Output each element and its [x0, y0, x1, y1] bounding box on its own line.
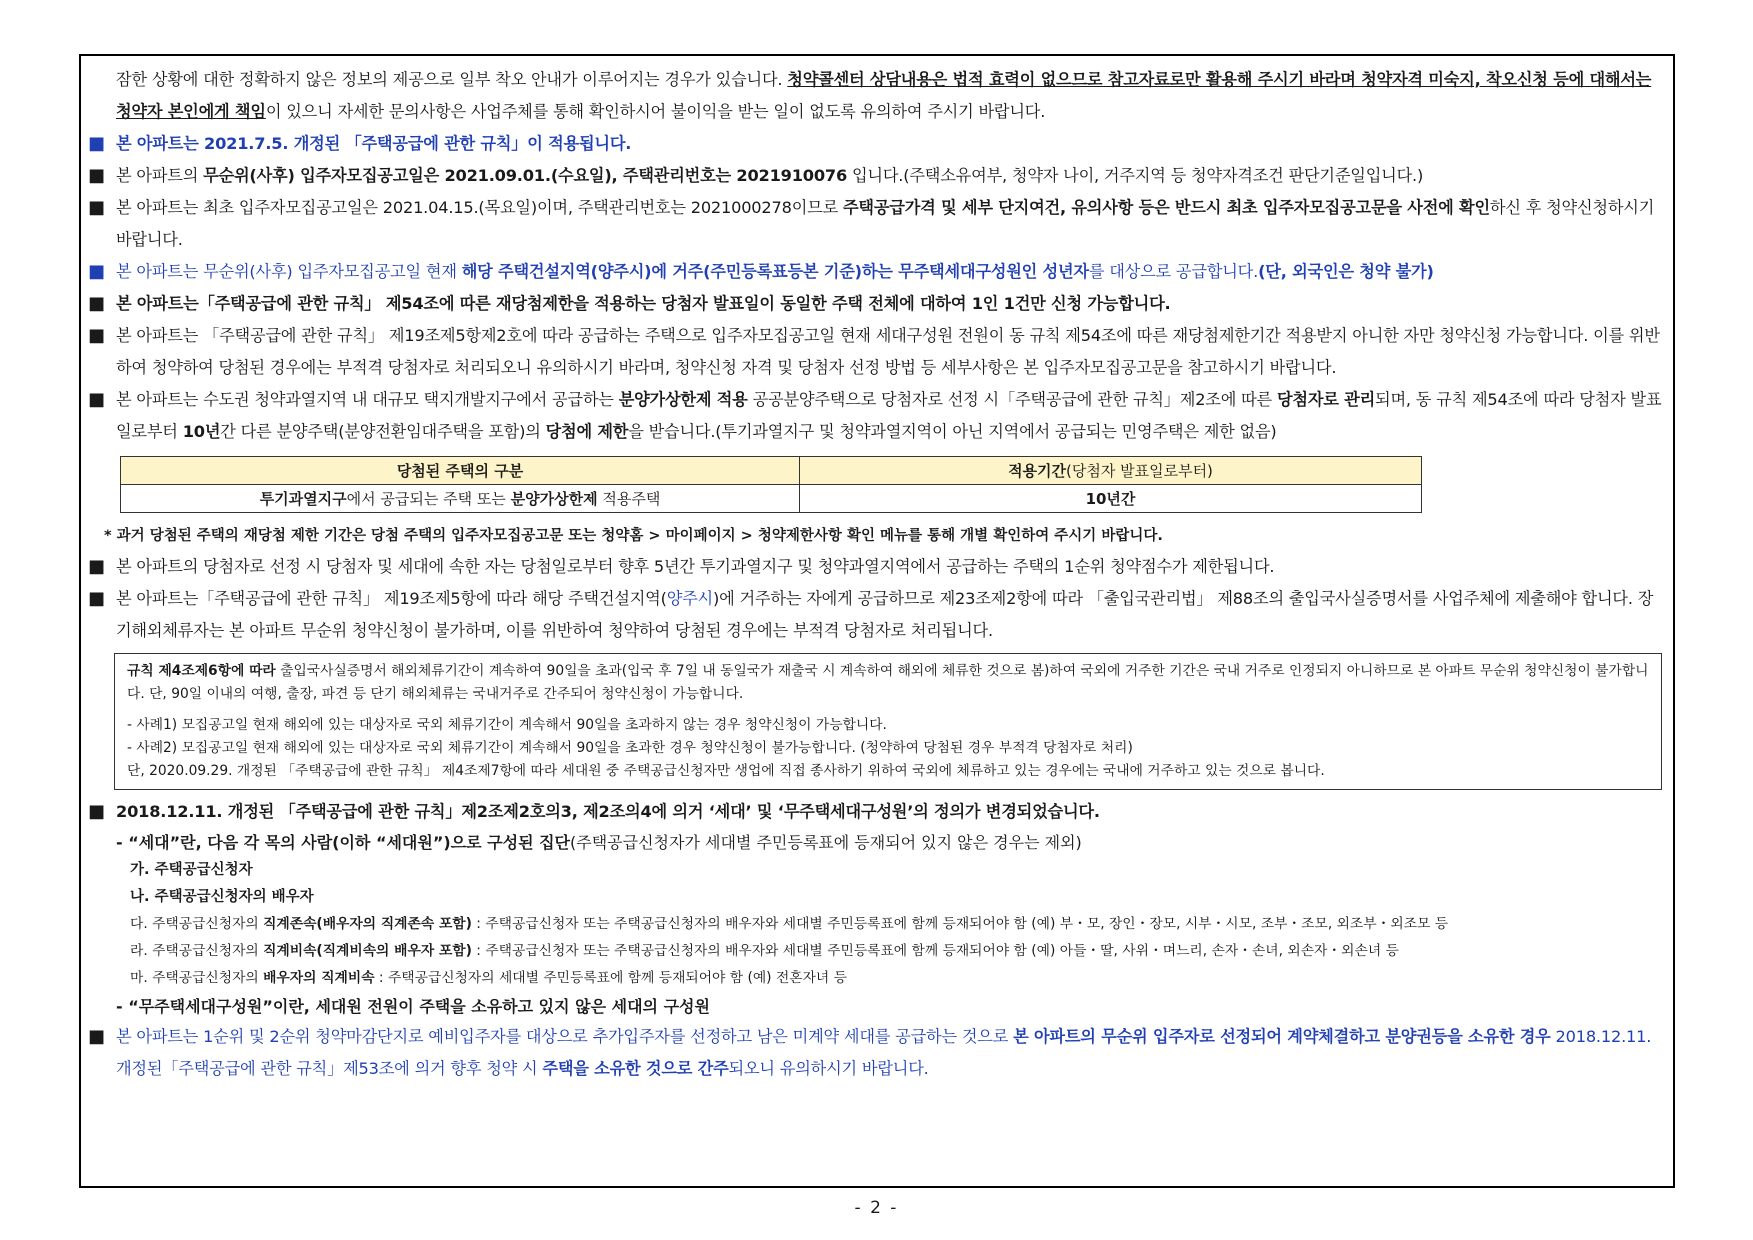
bullet-icon: ■: [88, 556, 105, 577]
bullet-icon: ■: [88, 261, 105, 282]
bullet-icon: ■: [88, 325, 105, 346]
paragraph-score-restriction: ■ 본 아파트의 당첨자로 선정 시 당첨자 및 세대에 속한 자는 당첨일로부터 향후 5년간 투기과열지구 및 청약과열지역에서 공급하는 주택의 1순위 청약점수가 제한됩니다.: [88, 551, 1668, 583]
list-item-spouse-descendants: 마. 주택공급신청자의 배우자의 직계비속 : 주택공급신청자의 세대별 주민등록표에 함께 등재되어야 함 (예) 전혼자녀 등: [130, 970, 847, 986]
document-body: [88, 64, 1668, 1085]
list-item-descendants: 라. 주택공급신청자의 직계비속(직계비속의 배우자 포함) : 주택공급신청자 또는 주택공급신청자의 배우자와 세대별 주민등록표에 함께 등재되어야 함 (예) 아들・딸, 사위・며느리, 손자・손녀, 외손자・외손녀 등: [130, 943, 1399, 959]
list-item-ascendants: 다. 주택공급신청자의 직계존속(배우자의 직계존속 포함) : 주택공급신청자 또는 주택공급신청자의 배우자와 세대별 주민등록표에 함께 등재되어야 함 (예) 부・모, 장인・장모, 시부・시모, 조부・조모, 외조부・외조모 등: [130, 916, 1449, 932]
paragraph-consultation: 잠한 상황에 대한 정확하지 않은 정보의 제공으로 일부 착오 안내가 이루어지는 경우가 있습니다. 청약콜센터 상담내용은 법적 효력이 없으므로 참고자료로만 활용해 주시기 바라며 청약자격 미숙지, 착오신청 등에 대해서는 청약자 본인에게 책임이 있으니 자세한 문의사항은 사업주체를 통해 확인하시어 불이익을 받는 일이 없도록 유의하여 주시기 바랍니다.: [116, 70, 1652, 121]
bullet-icon: ■: [88, 801, 105, 822]
box-case-2: - 사례2) 모집공고일 현재 해외에 있는 대상자로 국외 체류기간이 계속해서 90일을 초과한 경우 청약신청이 불가능합니다. (청약하여 당첨된 경우 부적격 당첨자로 처리): [127, 740, 1133, 756]
list-item-spouse: 나. 주택공급신청자의 배우자: [130, 889, 314, 905]
overseas-stay-box: [114, 653, 1662, 790]
box-exception: 단, 2020.09.29. 개정된 「주택공급에 관한 규칙」 제4조제7항에 따라 세대원 중 주택공급신청자만 생업에 직접 종사하기 위하여 국외에 체류하고 있는 경우에는 국내에 거주하고 있는 것으로 봅니다.: [127, 763, 1325, 779]
table-header-row: [121, 457, 1422, 485]
bullet-icon: ■: [88, 293, 105, 314]
box-case-1: - 사례1) 모집공고일 현재 해외에 있는 대상자로 국외 체류기간이 계속해서 90일을 초과하지 않는 경우 청약신청이 가능합니다.: [127, 717, 887, 733]
table-header-type: 당첨된 주택의 구분: [121, 457, 800, 485]
bullet-icon: ■: [88, 165, 105, 186]
bullet-icon: ■: [88, 1026, 105, 1047]
page-number: - 2 -: [854, 1198, 899, 1218]
table-header-period: 적용기간(당첨자 발표일로부터): [800, 457, 1422, 485]
paragraph-immigration-certificate: ■ 본 아파트는「주택공급에 관한 규칙」 제19조제5항에 따라 해당 주택건설지역(양주시)에 거주하는 자에게 공급하므로 제23조제2항에 따라 「출입국관리법」 제88조의 출입국사실증명서를 사업주체에 제출해야 합니다. 장기해외체류자는 본 아파트 무순위 청약신청이 불가하며, 이를 위반하여 청약하여 당첨된 경우에는 부적격 당첨자로 처리됩니다.: [88, 583, 1668, 647]
definition-household: - “세대”란, 다음 각 목의 사람(이하 “세대원”)으로 구성된 집단(주택공급신청자가 세대별 주민등록표에 등재되어 있지 않은 경우는 제외): [116, 833, 1082, 852]
restriction-period-table: [120, 456, 1422, 513]
bullet-icon: ■: [88, 197, 105, 218]
paragraph-eligibility: ■ 본 아파트는 무순위(사후) 입주자모집공고일 현재 해당 주택건설지역(양주시)에 거주(주민등록표등본 기준)하는 무주택세대구성원인 성년자를 대상으로 공급합니다.(단, 외국인은 청약 불가): [88, 256, 1668, 288]
paragraph-rule-applied: ■ 본 아파트는 2021.7.5. 개정된 「주택공급에 관한 규칙」이 적용됩니다.: [88, 128, 1668, 160]
bullet-icon: ■: [88, 133, 105, 154]
note-past-wins: * 과거 당첨된 주택의 재당첨 제한 기간은 당첨 주택의 입주자모집공고문 또는 청약홈 > 마이페이지 > 청약제한사항 확인 메뉴를 통해 개별 확인하여 주시기 바랍니다.: [104, 528, 1163, 544]
paragraph-one-application: ■ 본 아파트는「주택공급에 관한 규칙」 제54조에 따른 재당첨제한을 적용하는 당첨자 발표일이 동일한 주택 전체에 대하여 1인 1건만 신청 가능합니다.: [88, 288, 1668, 320]
paragraph-notice-date: ■ 본 아파트의 무순위(사후) 입주자모집공고일은 2021.09.01.(수요일), 주택관리번호는 2021910076 입니다.(주택소유여부, 청약자 나이, 거주지역 등 청약자격조건 판단기준일입니다.): [88, 160, 1668, 192]
table-row: [121, 485, 1422, 513]
paragraph-household-definition: ■ 2018.12.11. 개정된 「주택공급에 관한 규칙」제2조제2호의3, 제2조의4에 의거 ‘세대’ 및 ‘무주택세대구성원’의 정의가 변경되었습니다.: [88, 796, 1668, 828]
bullet-icon: ■: [88, 588, 105, 609]
definition-homeless-member: - “무주택세대구성원”이란, 세대원 전원이 주택을 소유하고 있지 않은 세대의 구성원: [116, 997, 710, 1016]
list-item-applicant: 가. 주택공급신청자: [130, 862, 253, 878]
box-rule-text: 규칙 제4조제6항에 따라 출입국사실증명서 해외체류기간이 계속하여 90일을 초과(입국 후 7일 내 동일국가 재출국 시 계속하여 해외에 체류한 것으로 봄)하여 국외에 거주한 기간은 국내 거주로 인정되지 아니하므로 본 아파트 무순위 청약신청이 불가합니다. 단, 90일 이내의 여행, 출장, 파견 등 단기 해외체류는 국내거주로 간주되어 청약신청이 가능합니다.: [127, 663, 1649, 702]
bullet-icon: ■: [88, 389, 105, 410]
paragraph-rewin-restriction: ■ 본 아파트는 「주택공급에 관한 규칙」 제19조제5항제2호에 따라 공급하는 주택으로 입주자모집공고일 현재 세대구성원 전원이 동 규칙 제54조에 따른 재당첨제한기간 적용받지 아니한 자만 청약신청 가능합니다. 이를 위반하여 청약하여 당첨된 경우에는 부적격 당첨자로 처리되오니 유의하시기 바라며, 청약신청 자격 및 당첨자 선정 방법 등 세부사항은 본 입주자모집공고문을 참고하시기 바랍니다.: [88, 320, 1668, 384]
table-cell-type: 투기과열지구에서 공급되는 주택 또는 분양가상한제 적용주택: [121, 485, 800, 513]
paragraph-ownership-notice: ■ 본 아파트는 1순위 및 2순위 청약마감단지로 예비입주자를 대상으로 추가입주자를 선정하고 남은 미계약 세대를 공급하는 것으로 본 아파트의 무순위 입주자로 선정되어 계약체결하고 분양권등을 소유한 경우 2018.12.11. 개정된「주택공급에 관한 규칙」제53조에 의거 향후 청약 시 주택을 소유한 것으로 간주되오니 유의하시기 바랍니다.: [88, 1021, 1668, 1085]
paragraph-initial-notice: ■ 본 아파트는 최초 입주자모집공고일은 2021.04.15.(목요일)이며, 주택관리번호는 2021000278이므로 주택공급가격 및 세부 단지여건, 유의사항 등은 반드시 최초 입주자모집공고문을 사전에 확인하신 후 청약신청하시기 바랍니다.: [88, 192, 1668, 256]
paragraph-price-cap: ■ 본 아파트는 수도권 청약과열지역 내 대규모 택지개발지구에서 공급하는 분양가상한제 적용 공공분양주택으로 당첨자로 선정 시「주택공급에 관한 규칙」제2조에 따른 당첨자로 관리되며, 동 규칙 제54조에 따라 당첨자 발표일로부터 10년간 다른 분양주택(분양전환임대주택을 포함)의 당첨에 제한을 받습니다.(투기과열지구 및 청약과열지역이 아닌 지역에서 공급되는 민영주택은 제한 없음): [88, 384, 1668, 448]
consultation-warning: 청약콜센터 상담내용은 법적 효력이 없으므로 참고자료로만 활용해 주시기 바라며 청약자격 미숙지, 착오신청 등에 대해서는 청약자 본인에게 책임: [116, 70, 1652, 121]
table-cell-period: 10년간: [800, 485, 1422, 513]
